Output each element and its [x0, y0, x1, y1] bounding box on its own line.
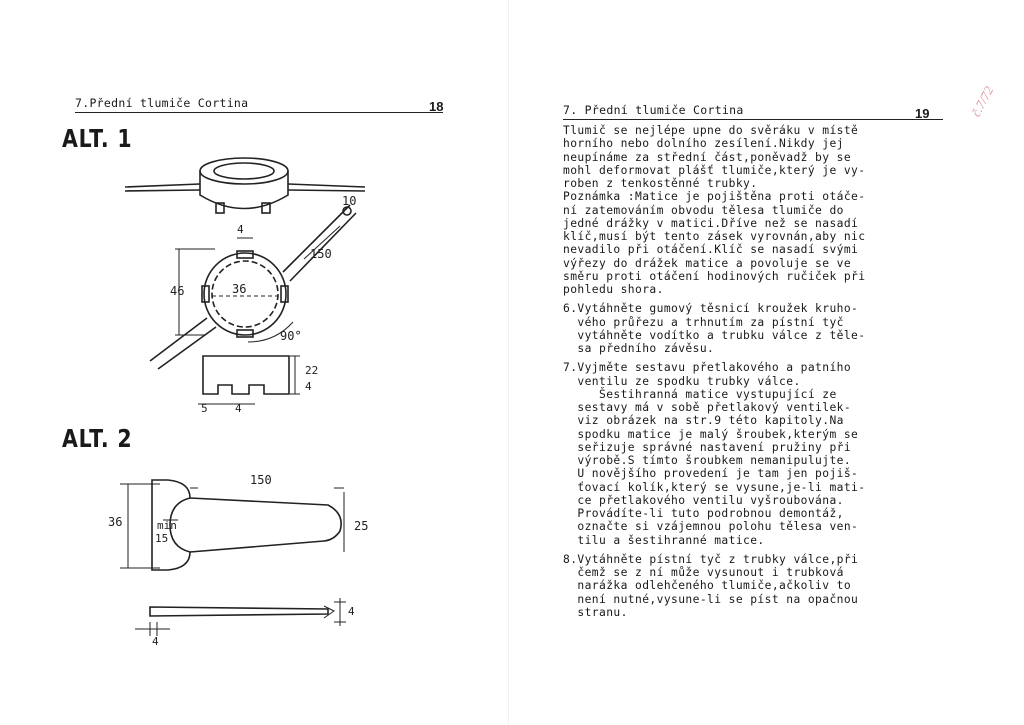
text-line: Provádíte-li tuto podrobnou demontáž,	[563, 507, 844, 520]
dim-46: 46	[170, 284, 185, 298]
text-line: spodku matice je malý šroubek,kterým se	[563, 427, 859, 441]
text-line: nevadilo při otáčení.Klíč se nasadí svými	[563, 243, 859, 257]
dim-25: 25	[354, 519, 369, 533]
text-line: roben z tenkostěnné trubky.	[563, 177, 758, 190]
text-line: Šestihranná matice vystupující ze	[563, 387, 837, 401]
handwritten-margin-note: č.7/72	[968, 83, 997, 120]
text-line: výřezy do drážek matice a povoluje se ve	[563, 256, 852, 270]
text-line: 8.Vytáhněte pístní tyč z trubky válce,při	[563, 552, 859, 566]
text-line: není nutné,vysune-li se píst na opačnou	[563, 592, 859, 606]
text-line: viz obrázek na str.9 této kapitoly.Na	[563, 414, 844, 428]
dim-min: min	[157, 519, 177, 532]
text-line: stranu.	[563, 605, 628, 619]
left-page	[0, 0, 505, 725]
dim-22: 22	[305, 364, 319, 377]
right-page-number: 19	[915, 106, 930, 121]
text-line: neupínáme za střední část,poněvadž by se	[563, 150, 852, 164]
wrench-side-profile	[150, 607, 328, 616]
dim-4e: 4	[152, 635, 159, 648]
text-line: mohl deformovat plášť tlumiče,který je vy-	[563, 163, 866, 177]
text-line: sa předního závěsu.	[563, 342, 715, 355]
wrench-handle	[190, 498, 341, 552]
left-page-header: 7.Přední tlumiče Cortina	[75, 96, 249, 110]
text-line: seřizuje správné nastavení pružiny při	[563, 440, 852, 454]
dim-10: 10	[342, 194, 357, 208]
alt2-title: ALT. 2	[62, 424, 133, 453]
text-line: U novějšího provedení je tam jen pojiš-	[563, 467, 859, 481]
alt2-drawing	[0, 0, 505, 725]
text-line: vého průřezu a trhnutím za pístní tyč	[563, 315, 844, 329]
text-line: pohledu shora.	[563, 283, 664, 296]
right-page-body	[563, 124, 963, 619]
dim-150: 150	[310, 247, 332, 261]
text-line: vytáhněte vodítko a trubku válce z těle-	[563, 328, 866, 342]
text-line: výrobě.S tímto šroubkem nemanipulujte.	[563, 454, 852, 467]
right-page-header: 7. Přední tlumiče Cortina	[563, 103, 744, 117]
text-line: jedné drážky v matici.Dříve než se nasadí	[563, 216, 859, 230]
dim-36b: 36	[108, 515, 123, 529]
text-line: horního nebo dolního zesílení.Nikdy jej	[563, 137, 844, 151]
text-line: 6.Vytáhněte gumový těsnicí kroužek kruho-	[563, 302, 859, 316]
dim-4d: 4	[348, 605, 355, 618]
dim-4b: 4	[305, 380, 312, 393]
text-line: ce přetlakového ventilu vyšroubována.	[563, 493, 844, 507]
dim-15: 15	[155, 532, 169, 545]
dim-90: 90°	[280, 329, 302, 343]
dim-5: 5	[201, 402, 208, 415]
dim-4c: 4	[235, 402, 242, 415]
dim-150b: 150	[250, 473, 272, 487]
text-line: označte si vzájemnou polohu tělesa ven-	[563, 520, 859, 534]
dim-4: 4	[237, 223, 244, 236]
text-line: tilu a šestihranné matice.	[563, 533, 765, 547]
text-line: Poznámka :Matice je pojištěna proti otáče-	[563, 190, 866, 204]
text-line: 7.Vyjměte sestavu přetlakového a patního	[563, 361, 852, 375]
text-line: sestavy má v sobě přetlakový ventilek-	[563, 401, 852, 414]
page-fold	[508, 0, 509, 725]
text-line: ťovací kolík,který se vysune,je-li mati-	[563, 480, 866, 494]
text-line: ní zatemováním obvodu tělesa tlumiče do	[563, 203, 844, 217]
right-page	[515, 0, 1024, 725]
text-line: ventilu ze spodku trubky válce.	[563, 374, 801, 388]
text-line: narážka odlehčeného tlumiče,ačkoliv to	[563, 579, 852, 593]
text-line: čemž se z ní může vysunout i trubková	[563, 566, 844, 579]
dim-36: 36	[232, 282, 247, 296]
alt1-title: ALT. 1	[62, 124, 133, 153]
text-line: směru proti otáčení hodinových ručiček při	[563, 269, 866, 283]
text-line: Tlumič se nejlépe upne do svěráku v místě	[563, 124, 859, 137]
text-line: klíč,musí být tento zásek vyrovnán,aby nic	[563, 230, 866, 243]
right-header-rule	[563, 119, 943, 120]
left-page-number: 18	[429, 99, 444, 114]
